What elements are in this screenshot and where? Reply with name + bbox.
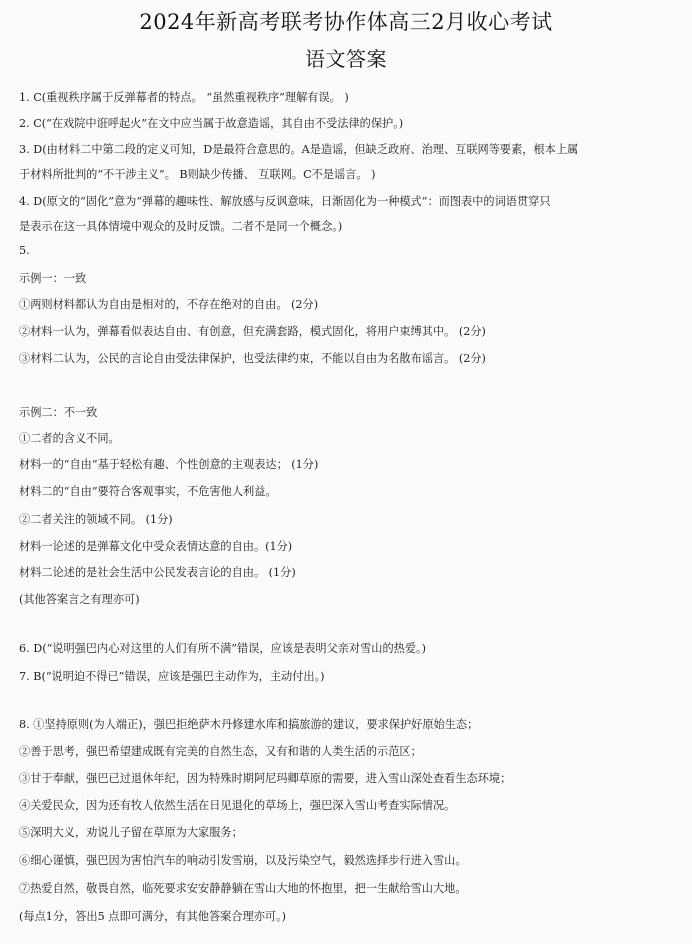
answer-5-note: (其他答案言之有理亦可) (19, 593, 140, 606)
answer-7: 7. B(“说明迫不得已”错误，应该是强巴主动作为，主动付出。) (19, 670, 325, 683)
answer-8-point-5: ⑤深明大义，劝说儿子留在草原为大家服务； (19, 826, 243, 839)
answer-4-line-2: 是表示在这一具体情境中观众的及时反馈。二者不是同一个概念。) (19, 220, 343, 233)
answer-8-point-3: ③甘于奉献，强巴已过退休年纪，因为特殊时期阿尼玛卿草原的需要，进入雪山深处查看生态环境； (19, 772, 512, 785)
example-1-heading: 示例一：一致 (19, 272, 87, 285)
answer-8-point-2: ②善于思考，强巴希望建成既有完美的自然生态，又有和谐的人类生活的示范区； (19, 745, 422, 758)
answer-2: 2. C(“在戏院中诳呼起火”在文中应当属于故意造谣，其自由不受法律的保护。) (19, 117, 404, 130)
example-2-material-2: 材料二的“自由”要符合客观事实，不危害他人利益。 (19, 485, 277, 498)
answer-8-point-1: 8. ①坚持原则(为人端正)，强巴拒绝萨木丹修建水库和搞旅游的建议，要求保护好原始生态； (19, 718, 479, 731)
page-subtitle: 语文答案 (305, 47, 387, 71)
example-2-point-2: ②二者关注的领域不同。 (1分) (19, 513, 173, 526)
answer-8-note: (每点1分，答出5 点即可满分，有其他答案合理亦可。) (19, 910, 287, 923)
answer-3-line-1: 3. D(由材料二中第二段的定义可知，D是最符合意思的。A是造谣，但缺乏政府、治理、互联网等要素，根本上属 (19, 143, 579, 156)
page-title: 2024年新高考联考协作体高三2月收心考试 (139, 10, 553, 34)
answer-6: 6. D(“说明强巴内心对这里的人们有所不满”错误，应该是表明父亲对雪山的热爱。) (19, 642, 426, 655)
answer-3-line-2: 于材料所批判的“不干涉主义”。 B则缺少传播、 互联网。C不是谣言。 ) (19, 168, 376, 181)
example-2-material-1b: 材料一论述的是弹幕文化中受众表情达意的自由。(1分) (19, 540, 293, 553)
answer-8-point-4: ④关爱民众，因为还有牧人依然生活在日见退化的草场上，强巴深入雪山考查实际情况。 (19, 799, 456, 812)
answer-5-number: 5. (19, 244, 30, 257)
answer-4-line-1: 4. D(原文的“固化”意为“弹幕的趣味性、解放感与反讽意味，日渐固化为一种模式”：而图表中的词语贯穿只 (19, 195, 551, 208)
example-1-point-2: ②材料一认为，弹幕看似表达自由、有创意，但充满套路，模式固化，将用户束缚其中。 (2分) (19, 325, 486, 338)
example-2-point-1: ①二者的含义不同。 (19, 432, 120, 445)
example-2-material-1: 材料一的“自由”基于轻松有趣、个性创意的主观表达； (1分) (19, 458, 319, 471)
answer-8-point-7: ⑦热爱自然，敬畏自然，临死要求安安静静躺在雪山大地的怀抱里，把一生献给雪山大地。 (19, 882, 467, 895)
example-1-point-3: ③材料二认为，公民的言论自由受法律保护，也受法律约束，不能以自由为名散布谣言。 (2分) (19, 352, 486, 365)
answer-8-point-6: ⑥细心谨慎，强巴因为害怕汽车的响动引发雪崩，以及污染空气，毅然选择步行进入雪山。 (19, 854, 467, 867)
example-2-material-2b: 材料二论述的是社会生活中公民发表言论的自由。 (1分) (19, 566, 296, 579)
example-2-heading: 示例二：不一致 (19, 406, 98, 419)
answer-1: 1. C(重视秩序属于反弹幕者的特点。 “虽然重视秩序”理解有误。 ) (19, 91, 349, 104)
example-1-point-1: ①两则材料都认为自由是相对的，不存在绝对的自由。 (2分) (19, 298, 319, 311)
